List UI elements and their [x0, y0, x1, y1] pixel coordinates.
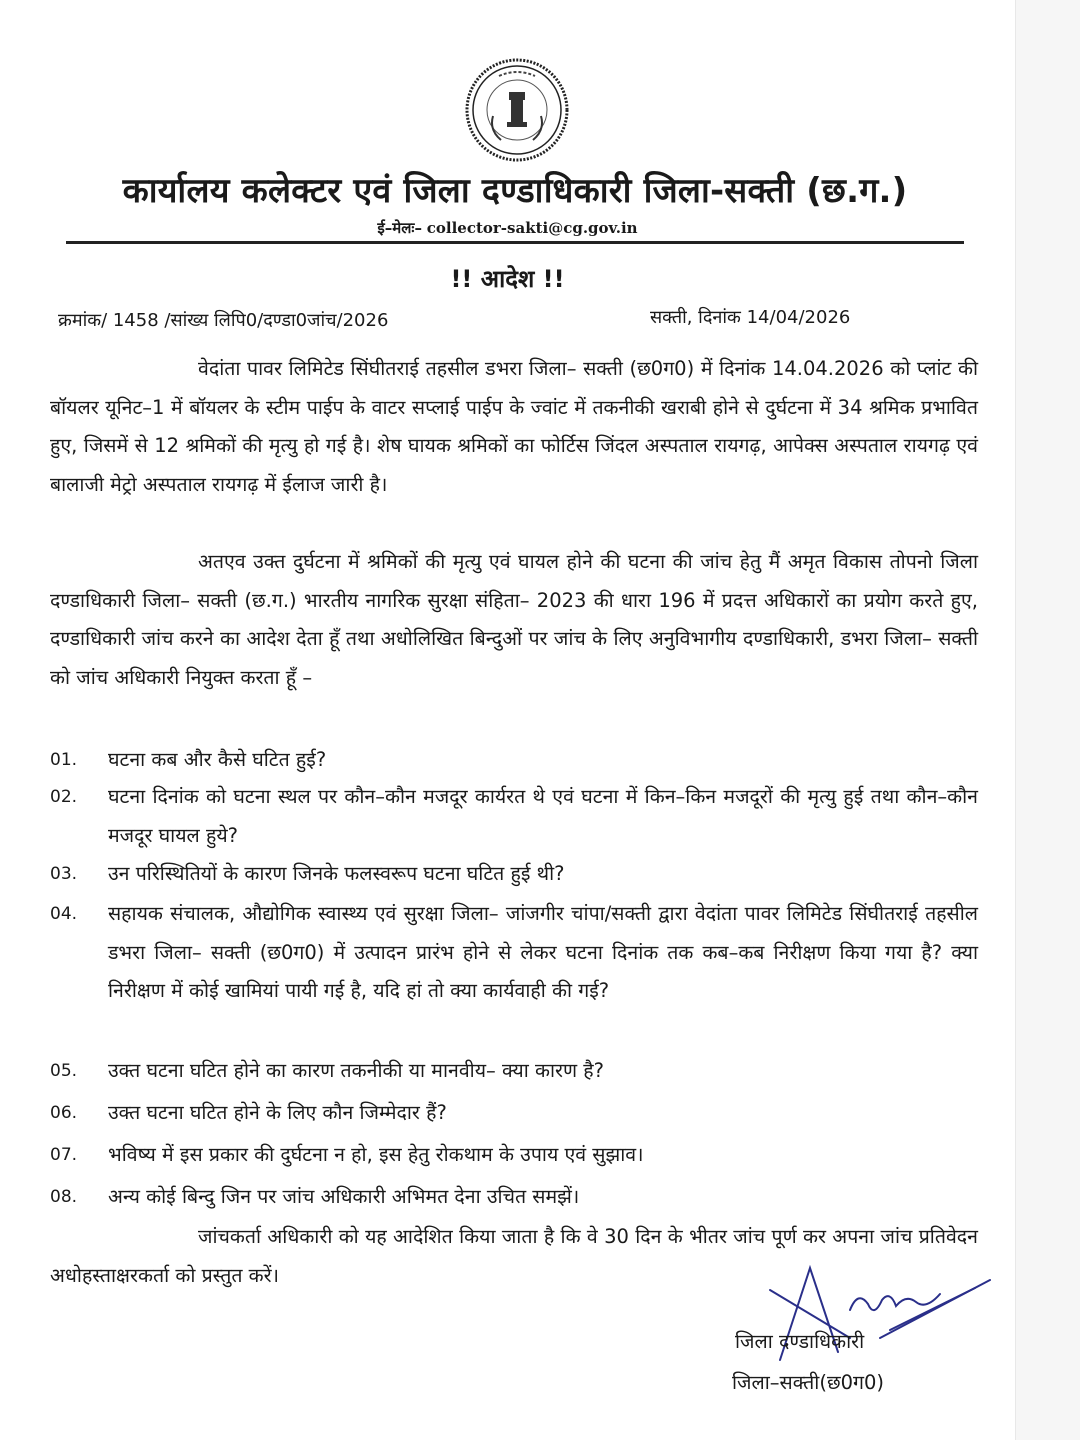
- signatory-designation: जिला दण्डाधिकारी: [735, 1330, 865, 1353]
- paragraph-order: अतएव उक्त दुर्घटना में श्रमिकों की मृत्यु एवं घायल होने की घटना की जांच हेतु मैं अमृत विकास तोपनो जिला दण्डाधिकारी जिला– सक्ती (छ.ग.) भारतीय नागरिक सुरक्षा संहिता– 2023 की धारा 196 में प्रदत्त अधिकारों का प्रयोग करते हुए, दण्डाधिकारी जांच करने का आदेश देता हूँ तथा अधोलिखित बिन्दुओं पर जांच के लिए अनुविभागीय दण्डाधिकारी, डभरा जिला– सक्ती को जांच अधिकारी नियुक्त करता हूँ –: [50, 550, 978, 689]
- point-number: 02.: [50, 787, 78, 807]
- point-text: उक्त घटना घटित होने का कारण तकनीकी या मानवीय– क्या कारण है?: [108, 1059, 604, 1082]
- paragraph-incident: वेदांता पावर लिमिटेड सिंघीतराई तहसील डभरा जिला– सक्ती (छ0ग0) में दिनांक 14.04.2026 को प्लांट की बॉयलर यूनिट–1 में बॉयलर के स्टीम पाईप के वाटर सप्लाई पाईप के ज्वांट में तकनीकी खराबी होने से दुर्घटना में 34 श्रमिक प्रभावित हुए, जिसमें से 12 श्रमिकों की मृत्यु हो गई है। शेष घायक श्रमिकों का फोर्टिस जिंदल अस्पताल रायगढ़, आपेक्स अस्पताल रायगढ़ एवं बालाजी मेट्रो अस्पताल रायगढ़ में ईलाज जारी है।: [50, 357, 978, 496]
- reference-number: क्रमांक/ 1458 /सांख्य लिपि0/दण्डा0जांच/2026: [58, 310, 389, 331]
- point-text: अन्य कोई बिन्दु जिन पर जांच अधिकारी अभिमत देना उचित समझें।: [108, 1185, 580, 1208]
- inquiry-point: [50, 1094, 978, 1133]
- inquiry-point: [50, 1178, 978, 1217]
- point-number: 04.: [50, 904, 78, 924]
- point-text: सहायक संचालक, औद्योगिक स्वास्थ्य एवं सुरक्षा जिला– जांजगीर चांपा/सक्ती द्वारा वेदांता पावर लिमिटेड सिंघीतराई तहसील डभरा जिला– सक्ती (छ0ग0) में उत्पादन प्रारंभ होने से लेकर घटना दिनांक तक कब–कब निरीक्षण किया गया है? क्या निरीक्षण में कोई खामियां पायी गई है, यदि हां तो क्या कार्यवाही की गई?: [108, 902, 978, 1002]
- inquiry-point: [50, 778, 978, 855]
- point-text: भविष्य में इस प्रकार की दुर्घटना न हो, इस हेतु रोकथाम के उपाय एवं सुझाव।: [108, 1143, 644, 1166]
- point-number: 07.: [50, 1145, 78, 1165]
- order-date: सक्ती, दिनांक 14/04/2026: [650, 307, 851, 328]
- inquiry-point: [50, 741, 978, 780]
- header-divider: [66, 241, 964, 244]
- point-text: उक्त घटना घटित होने के लिए कौन जिम्मेदार हैं?: [108, 1101, 447, 1124]
- inquiry-point: [50, 855, 978, 894]
- point-number: 03.: [50, 864, 78, 884]
- point-text: घटना दिनांक को घटना स्थल पर कौन–कौन मजदूर कार्यरत थे एवं घटना में किन–किन मजदूरों की मृत्यु हुई तथा कौन–कौन मजदूर घायल हुये?: [108, 785, 978, 847]
- point-number: 06.: [50, 1103, 78, 1123]
- page-edge: [1015, 0, 1080, 1440]
- office-title: कार्यालय कलेक्टर एवं जिला दण्डाधिकारी जिला-सक्ती (छ.ग.): [122, 171, 908, 211]
- email-address: collector-sakti@cg.gov.in: [426, 219, 638, 237]
- point-number: 08.: [50, 1187, 78, 1207]
- inquiry-point: [50, 1136, 978, 1175]
- order-heading: !! आदेश !!: [450, 265, 565, 293]
- email-line: [0, 218, 1015, 238]
- signatory-district: जिला–सक्ती(छ0ग0): [732, 1371, 885, 1394]
- point-text: उन परिस्थितियों के कारण जिनके फलस्वरूप घटना घटित हुई थी?: [108, 862, 565, 885]
- point-text: घटना कब और कैसे घटित हुई?: [108, 748, 327, 771]
- inquiry-point: [50, 895, 978, 1011]
- point-number: 01.: [50, 750, 78, 770]
- email-label: ई–मेलः–: [377, 219, 422, 237]
- point-number: 05.: [50, 1061, 78, 1081]
- inquiry-point: [50, 1052, 978, 1091]
- state-emblem-icon: [463, 56, 571, 164]
- paragraph-deadline: जांचकर्ता अधिकारी को यह आदेशित किया जाता है कि वे 30 दिन के भीतर जांच पूर्ण कर अपना जांच प्रतिवेदन अधोहस्ताक्षरकर्ता को प्रस्तुत करें।: [50, 1225, 978, 1287]
